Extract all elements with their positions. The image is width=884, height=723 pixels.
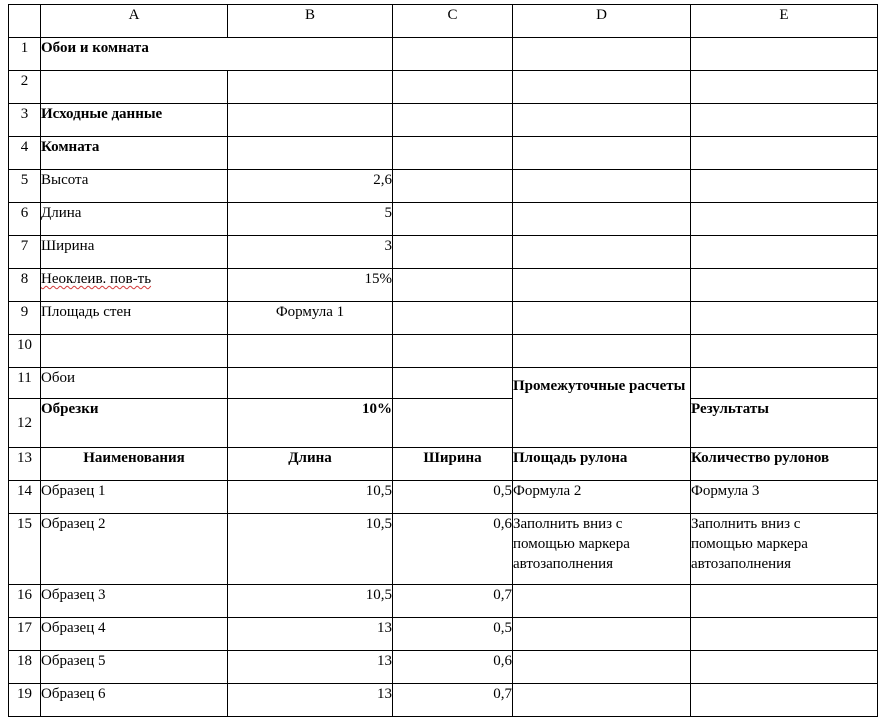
cell-e14[interactable]: Формула 3 xyxy=(691,481,878,514)
table-row xyxy=(9,104,878,137)
row-number[interactable]: 11 xyxy=(9,368,41,399)
cell-d15[interactable]: Заполнить вниз с помощью маркера автозаполнения xyxy=(513,514,691,585)
row-number[interactable]: 6 xyxy=(9,203,41,236)
row-number[interactable]: 17 xyxy=(9,618,41,651)
cell-a9[interactable]: Площадь стен xyxy=(41,302,228,335)
cell-c11[interactable] xyxy=(393,368,513,399)
cell-b8[interactable]: 15% xyxy=(228,269,393,302)
row-number[interactable]: 19 xyxy=(9,684,41,717)
cell-e3[interactable] xyxy=(691,104,878,137)
row-number[interactable]: 7 xyxy=(9,236,41,269)
cell-a2[interactable] xyxy=(41,71,228,104)
row-number[interactable]: 5 xyxy=(9,170,41,203)
cell-d13[interactable]: Площадь рулона xyxy=(513,448,691,481)
cell-d3[interactable] xyxy=(513,104,691,137)
table-row xyxy=(9,481,878,514)
table-row xyxy=(9,269,878,302)
cell-c15[interactable]: 0,6 xyxy=(393,514,513,585)
cell-a3[interactable]: Исходные данные xyxy=(41,104,228,137)
spellcheck-text: Неоклеив. пов-ть xyxy=(41,271,152,287)
cell-c4[interactable] xyxy=(393,137,513,170)
column-header-c[interactable]: C xyxy=(393,5,513,38)
cell-d6[interactable] xyxy=(513,203,691,236)
cell-d10[interactable] xyxy=(513,335,691,368)
table-row xyxy=(9,684,878,717)
cell-e2[interactable] xyxy=(691,71,878,104)
cell-c6[interactable] xyxy=(393,203,513,236)
cell-a4[interactable]: Комната xyxy=(41,137,228,170)
cell-e5[interactable] xyxy=(691,170,878,203)
cell-b14[interactable]: 10,5 xyxy=(228,481,393,514)
cell-a8[interactable] xyxy=(41,269,228,302)
cell-a10[interactable] xyxy=(41,335,228,368)
column-header-a[interactable]: A xyxy=(41,5,228,38)
cell-a7[interactable]: Ширина xyxy=(41,236,228,269)
cell-e16[interactable] xyxy=(691,585,878,618)
cell-d17[interactable] xyxy=(513,618,691,651)
table-row xyxy=(9,38,878,71)
cell-d16[interactable] xyxy=(513,585,691,618)
table-row xyxy=(9,585,878,618)
cell-e10[interactable] xyxy=(691,335,878,368)
cell-d9[interactable] xyxy=(513,302,691,335)
cell-a1[interactable]: Обои и комната xyxy=(41,38,393,71)
cell-b15[interactable]: 10,5 xyxy=(228,514,393,585)
cell-c3[interactable] xyxy=(393,104,513,137)
table-row xyxy=(9,203,878,236)
row-number[interactable]: 10 xyxy=(9,335,41,368)
cell-a17[interactable]: Образец 4 xyxy=(41,618,228,651)
cell-d14[interactable]: Формула 2 xyxy=(513,481,691,514)
cell-b19[interactable]: 13 xyxy=(228,684,393,717)
column-header-d[interactable]: D xyxy=(513,5,691,38)
cell-d19[interactable] xyxy=(513,684,691,717)
cell-b7[interactable]: 3 xyxy=(228,236,393,269)
table-row xyxy=(9,302,878,335)
cell-b9[interactable]: Формула 1 xyxy=(228,302,393,335)
cell-c14[interactable]: 0,5 xyxy=(393,481,513,514)
cell-c16[interactable]: 0,7 xyxy=(393,585,513,618)
table-row xyxy=(9,514,878,585)
cell-e4[interactable] xyxy=(691,137,878,170)
cell-d8[interactable] xyxy=(513,269,691,302)
cell-c1[interactable] xyxy=(393,38,513,71)
table-row xyxy=(9,368,878,399)
cell-a14[interactable]: Образец 1 xyxy=(41,481,228,514)
table-row xyxy=(9,618,878,651)
cell-e18[interactable] xyxy=(691,651,878,684)
table-row xyxy=(9,71,878,104)
cell-a12[interactable]: Обрезки xyxy=(41,399,228,448)
spreadsheet-table xyxy=(8,4,878,717)
cell-d5[interactable] xyxy=(513,170,691,203)
cell-b4[interactable] xyxy=(228,137,393,170)
table-row xyxy=(9,399,878,448)
row-number[interactable]: 12 xyxy=(9,399,41,448)
cell-b6[interactable]: 5 xyxy=(228,203,393,236)
row-number[interactable]: 3 xyxy=(9,104,41,137)
row-number[interactable]: 16 xyxy=(9,585,41,618)
cell-e7[interactable] xyxy=(691,236,878,269)
row-number[interactable]: 18 xyxy=(9,651,41,684)
row-number[interactable]: 2 xyxy=(9,71,41,104)
cell-e12[interactable]: Результаты xyxy=(691,399,878,448)
cell-d7[interactable] xyxy=(513,236,691,269)
cell-e13[interactable]: Количество рулонов xyxy=(691,448,878,481)
column-header-row xyxy=(9,5,878,38)
cell-a16[interactable]: Образец 3 xyxy=(41,585,228,618)
cell-c2[interactable] xyxy=(393,71,513,104)
cell-c13[interactable]: Ширина xyxy=(393,448,513,481)
table-row xyxy=(9,170,878,203)
cell-c8[interactable] xyxy=(393,269,513,302)
cell-c12[interactable] xyxy=(393,399,513,448)
cell-b13[interactable]: Длина xyxy=(228,448,393,481)
cell-e15[interactable]: Заполнить вниз с помощью маркера автозаполнения xyxy=(691,514,878,585)
cell-e9[interactable] xyxy=(691,302,878,335)
table-row xyxy=(9,137,878,170)
cell-a18[interactable]: Образец 5 xyxy=(41,651,228,684)
cell-a5[interactable]: Высота xyxy=(41,170,228,203)
cell-a6[interactable]: Длина xyxy=(41,203,228,236)
cell-d2[interactable] xyxy=(513,71,691,104)
cell-c9[interactable] xyxy=(393,302,513,335)
cell-a13[interactable]: Наименования xyxy=(41,448,228,481)
cell-b12[interactable]: 10% xyxy=(228,399,393,448)
table-row xyxy=(9,335,878,368)
cell-d18[interactable] xyxy=(513,651,691,684)
cell-e17[interactable] xyxy=(691,618,878,651)
row-number[interactable]: 9 xyxy=(9,302,41,335)
cell-b16[interactable]: 10,5 xyxy=(228,585,393,618)
table-row xyxy=(9,651,878,684)
row-number[interactable]: 1 xyxy=(9,38,41,71)
column-header-e[interactable]: E xyxy=(691,5,878,38)
cell-e11[interactable] xyxy=(691,368,878,399)
row-number[interactable]: 13 xyxy=(9,448,41,481)
row-number[interactable]: 15 xyxy=(9,514,41,585)
cell-b17[interactable]: 13 xyxy=(228,618,393,651)
cell-b11[interactable] xyxy=(228,368,393,399)
cell-d11[interactable]: Промежуточные расчеты xyxy=(513,368,691,448)
column-header-b[interactable]: B xyxy=(228,5,393,38)
cell-d4[interactable] xyxy=(513,137,691,170)
cell-a19[interactable]: Образец 6 xyxy=(41,684,228,717)
corner-cell[interactable] xyxy=(9,5,41,38)
cell-e19[interactable] xyxy=(691,684,878,717)
row-number[interactable]: 8 xyxy=(9,269,41,302)
row-number[interactable]: 4 xyxy=(9,137,41,170)
row-number[interactable]: 14 xyxy=(9,481,41,514)
cell-d1[interactable] xyxy=(513,38,691,71)
cell-c5[interactable] xyxy=(393,170,513,203)
cell-e1[interactable] xyxy=(691,38,878,71)
cell-c7[interactable] xyxy=(393,236,513,269)
cell-b3[interactable] xyxy=(228,104,393,137)
cell-c17[interactable]: 0,5 xyxy=(393,618,513,651)
cell-e8[interactable] xyxy=(691,269,878,302)
cell-e6[interactable] xyxy=(691,203,878,236)
cell-b10[interactable] xyxy=(228,335,393,368)
cell-b5[interactable]: 2,6 xyxy=(228,170,393,203)
cell-b2[interactable] xyxy=(228,71,393,104)
cell-c19[interactable]: 0,7 xyxy=(393,684,513,717)
cell-a11[interactable]: Обои xyxy=(41,368,228,399)
cell-a15[interactable]: Образец 2 xyxy=(41,514,228,585)
table-row xyxy=(9,236,878,269)
table-row xyxy=(9,448,878,481)
cell-b18[interactable]: 13 xyxy=(228,651,393,684)
cell-c10[interactable] xyxy=(393,335,513,368)
cell-c18[interactable]: 0,6 xyxy=(393,651,513,684)
